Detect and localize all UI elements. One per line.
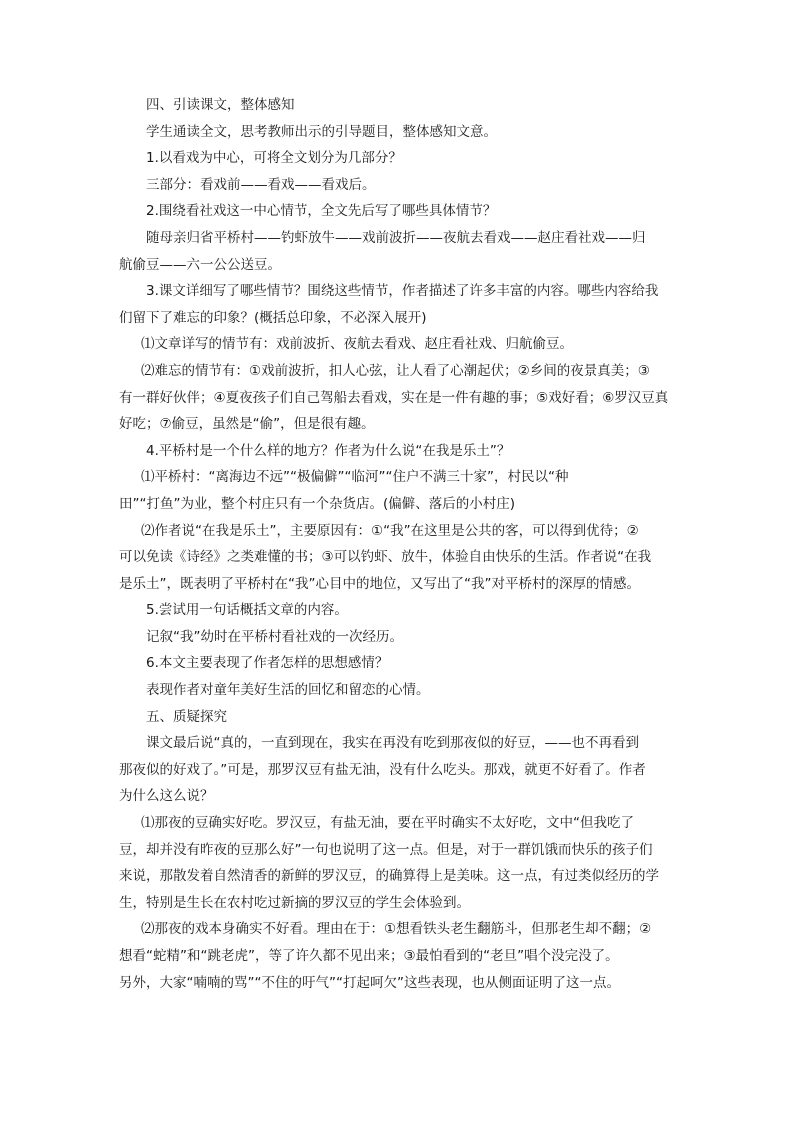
answer-3-part-2-line-2: 有一群好伙伴；④夏夜孩子们自己驾船去看戏，实在是一件有趣的事；⑤戏好看；⑥罗汉豆真 <box>119 389 669 406</box>
question-2: 2.围绕看社戏这一中心情节，全文先后写了哪些具体情节？ <box>146 203 497 220</box>
inquiry-answer-2-line-3: 另外，大家“喃喃的骂”“不住的吁气”“打起呵欠”这些表现，也从侧面证明了这一点。 <box>119 974 620 991</box>
inquiry-answer-1-line-2: 豆，却并没有昨夜的豆那么好”一句也说明了这一点。但是，对于一群饥饿而快乐的孩子们 <box>119 841 653 858</box>
question-3-line-2: 们留下了难忘的印象？(概括总印象，不必深入展开) <box>119 309 427 326</box>
document-body <box>119 92 684 996</box>
paragraph-line: 学生通读全文，思考教师出示的引导题目，整体感知文意。 <box>146 123 497 140</box>
inquiry-answer-1-line-4: 生，特别是生长在农村吃过新摘的罗汉豆的学生会体验到。 <box>119 894 470 911</box>
answer-4-part-1-line-2: 田”“打鱼”为业，整个村庄只有一个杂货店。(偏僻、落后的小村庄) <box>119 495 516 512</box>
answer-4-part-1-line-1: ⑴平桥村：“离海边不远”“极偏僻”“临河”“住户不满三十家”，村民以“种 <box>141 469 569 486</box>
answer-2-line-1: 随母亲归省平桥村——钓虾放牛——戏前波折——夜航去看戏——赵庄看社戏——归 <box>146 229 646 246</box>
section-heading-4: 四、引读课文，整体感知 <box>146 97 295 113</box>
inquiry-answer-1-line-3: 来说，那散发着自然清香的新鲜的罗汉豆，的确算得上是美味。这一点，有过类似经历的学 <box>119 868 659 885</box>
answer-5: 记叙“我”幼时在平桥村看社戏的一次经历。 <box>146 628 403 645</box>
inquiry-line-2: 那夜似的好戏了。”可是，那罗汉豆有盐无油，没有什么吃头。那戏，就更不好看了。作者 <box>119 761 646 778</box>
answer-3-part-1: ⑴文章详写的情节有：戏前波折、夜航去看戏、赵庄看社戏、归航偷豆。 <box>141 336 573 353</box>
inquiry-answer-1-line-1: ⑴那夜的豆确实好吃。罗汉豆，有盐无油，要在平时确实不太好吃，文中“但我吃了 <box>141 815 634 832</box>
inquiry-line-3: 为什么这么说？ <box>119 788 214 805</box>
inquiry-answer-2-line-2: 想看“蛇精”和“跳老虎”，等了许久都不见出来；③最怕看到的“老旦”唱个没完没了。 <box>119 948 619 964</box>
answer-3-part-2-line-1: ⑵难忘的情节有：①戏前波折，扣人心弦，让人看了心潮起伏；②乡间的夜景真美；③ <box>141 362 650 379</box>
answer-4-part-2-line-2: 可以免读《诗经》之类难懂的书；③可以钓虾、放牛，体验自由快乐的生活。作者说“在我 <box>119 549 652 566</box>
question-1: 1.以看戏为中心，可将全文划分为几部分？ <box>146 150 402 167</box>
answer-1: 三部分：看戏前——看戏——看戏后。 <box>146 176 376 193</box>
inquiry-line-1: 课文最后说“真的，一直到现在，我实在再没有吃到那夜似的好豆，——也不再看到 <box>146 735 639 752</box>
answer-4-part-2-line-3: 是乐土”，既表明了平桥村在“我”心目中的地位，又写出了“我”对平桥村的深厚的情感。 <box>119 575 640 592</box>
question-3-line-1: 3.课文详细写了哪些情节？围绕这些情节，作者描述了许多丰富的内容。哪些内容给我 <box>146 283 659 300</box>
question-6: 6.本文主要表现了作者怎样的思想感情？ <box>146 655 389 672</box>
answer-2-line-2: 航偷豆——六一公公送豆。 <box>119 256 281 273</box>
question-5: 5.尝试用一句话概括文章的内容。 <box>146 602 348 619</box>
question-4: 4.平桥村是一个什么样的地方？作者为什么说“在我是乐土”？ <box>146 442 511 459</box>
inquiry-answer-2-line-1: ⑵那夜的戏本身确实不好看。理由在于：①想看铁头老生翻筋斗，但那老生却不翻；② <box>141 921 652 938</box>
answer-4-part-2-line-1: ⑵作者说“在我是乐土”，主要原因有：①“我”在这里是公共的客，可以得到优待；② <box>141 522 639 539</box>
answer-6: 表现作者对童年美好生活的回忆和留恋的心情。 <box>146 682 430 699</box>
answer-3-part-2-line-3: 好吃；⑦偷豆，虽然是“偷”，但是很有趣。 <box>119 416 375 433</box>
section-heading-5: 五、质疑探究 <box>146 708 227 725</box>
